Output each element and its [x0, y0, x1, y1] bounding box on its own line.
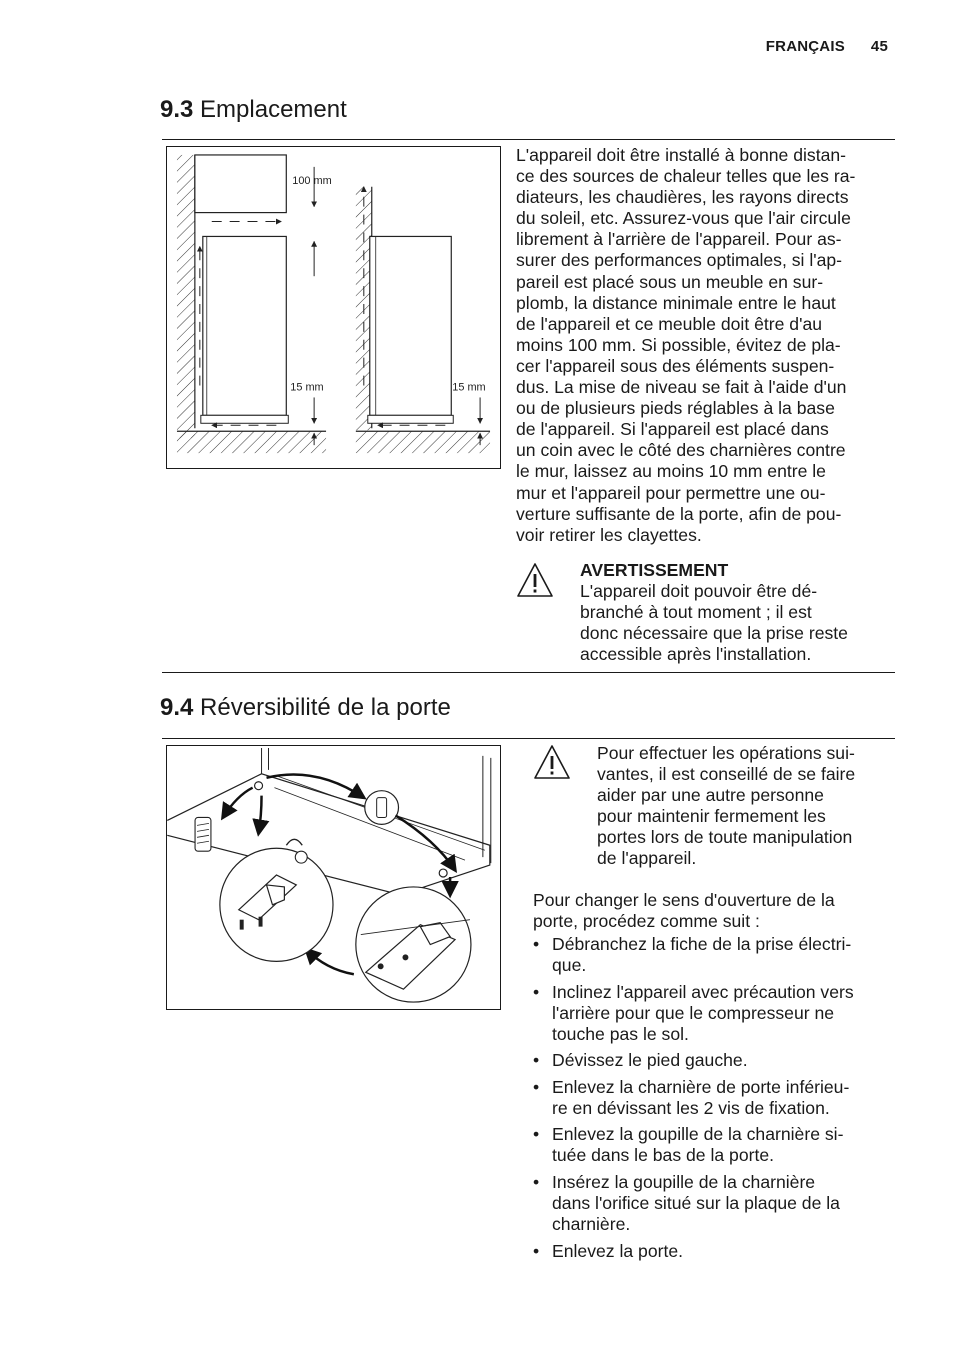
section-rule: [162, 738, 895, 739]
warning-triangle-icon: [516, 562, 554, 598]
paragraph-line: cer l'appareil sous des éléments suspen-: [516, 355, 835, 376]
step-line: que.: [552, 955, 587, 976]
step-line: re en dévissant les 2 vis de fixation.: [552, 1097, 830, 1118]
paragraph-line: ce des sources de chaleur telles que les ra-: [516, 166, 856, 187]
left-floor-hatch: [177, 431, 326, 453]
step-line: • Enlevez la goupille de la charnière si-: [552, 1124, 844, 1145]
caution-line: pour maintenir fermement les: [597, 806, 826, 827]
step-line: • Débranchez la fiche de la prise électri-: [552, 934, 852, 954]
caution-line: Pour effectuer les opérations sui-: [597, 743, 855, 763]
paragraph-line: le mur, laissez au moins 10 mm entre le: [516, 461, 826, 482]
paragraph-line: surer des performances optimales, si l'ap-: [516, 250, 843, 271]
hinge-detail-left: [220, 839, 333, 961]
warning-block: [580, 560, 890, 665]
paragraph-line: plomb, la distance minimale entre le haut: [516, 292, 836, 313]
paragraph-line: moins 100 mm. Si possible, évitez de pla-: [516, 334, 841, 355]
left-wall-hatch: [177, 155, 195, 438]
overhead-cabinet: [195, 155, 286, 213]
step-line: • Insérez la goupille de la charnière: [552, 1171, 816, 1192]
section-heading: Réversibilité de la porte: [200, 694, 451, 721]
paragraph-line: du soleil, etc. Assurez-vous que l'air circule: [516, 208, 851, 229]
section-rule: [162, 672, 895, 673]
step-line: l'arrière pour que le compresseur ne: [552, 1002, 835, 1023]
hinge-detail-right: [356, 887, 471, 1002]
page-number: 45: [870, 38, 888, 55]
intro-line: Pour changer le sens d'ouverture de la: [533, 890, 835, 910]
left-appliance: [203, 236, 286, 415]
caution-line: portes lors de toute manipulation: [597, 827, 853, 848]
paragraph-line: pareil est placé sous un meuble en sur-: [516, 271, 824, 292]
caution-line: de l'appareil.: [597, 848, 697, 869]
caution-block: [597, 743, 893, 870]
left-side-gap-label: 15 mm: [290, 381, 324, 394]
step-line: charnière.: [552, 1214, 631, 1235]
warning-title: AVERTISSEMENT: [580, 560, 729, 580]
paragraph-line: voir retirer les clayettes.: [516, 524, 702, 545]
right-side-gap-label: 15 mm: [452, 381, 486, 394]
warning-line: donc nécessaire que la prise reste: [580, 623, 848, 644]
step-item: [533, 1172, 893, 1235]
paragraph-line: verture suffisante de la porte, afin de pou-: [516, 503, 842, 524]
intro-line: porte, procédez comme suit :: [533, 911, 760, 932]
placement-diagram-svg: [167, 147, 500, 468]
foot-screw-icon: [365, 791, 399, 825]
warning-triangle-icon: [533, 744, 571, 780]
caution-line: vantes, il est conseillé de se faire: [597, 764, 856, 785]
top-gap-label: 100 mm: [292, 174, 332, 187]
placement-paragraph: [516, 145, 894, 546]
door-reversal-diagram: [166, 745, 501, 1010]
step-line: touche pas le sol.: [552, 1023, 689, 1044]
procedure-intro: [533, 890, 893, 932]
step-item: [533, 982, 893, 1045]
step-line: • Dévissez le pied gauche.: [552, 1050, 748, 1071]
placement-diagram: [166, 146, 501, 469]
step-line: • Inclinez l'appareil avec précaution vers: [552, 981, 854, 1002]
right-appliance: [370, 236, 451, 415]
paragraph-line: dus. La mise de niveau se fait à l'aide d'un: [516, 377, 847, 398]
step-line: • Enlevez la charnière de porte inférieu-: [552, 1076, 850, 1097]
language-label: FRANÇAIS: [765, 38, 845, 55]
warning-line: accessible après l'installation.: [580, 644, 812, 665]
paragraph-line: L'appareil doit être installé à bonne distan-: [516, 145, 847, 165]
door-reversal-diagram-svg: [167, 746, 500, 1009]
procedure-steps: [533, 934, 893, 1267]
paragraph-line: de l'appareil. Si l'appareil est placé dans: [516, 419, 829, 440]
step-line: dans l'orifice situé sur la plaque de la: [552, 1192, 840, 1213]
paragraph-line: ou de plusieurs pieds réglables à la base: [516, 398, 835, 419]
warning-line: L'appareil doit pouvoir être dé-: [580, 581, 818, 602]
step-item: [533, 1124, 893, 1166]
step-item: [533, 1050, 893, 1071]
warning-line: branché à tout moment ; il est: [580, 602, 812, 623]
caution-line: aider par une autre personne: [597, 785, 824, 806]
section-rule: [162, 139, 895, 140]
section-title-emplacement: [160, 96, 347, 124]
paragraph-line: mur et l'appareil pour permettre une ou-: [516, 482, 826, 503]
paragraph-line: librement à l'arrière de l'appareil. Pour as-: [516, 229, 842, 250]
screw-icon: [195, 817, 211, 851]
step-item: [533, 934, 893, 976]
section-number: 9.3: [160, 96, 194, 123]
section-title-reversibilite: [160, 694, 451, 722]
page-header: [766, 38, 888, 55]
right-floor-hatch: [356, 431, 490, 453]
step-line: tuée dans le bas de la porte.: [552, 1145, 775, 1166]
step-item: [533, 1077, 893, 1119]
step-item: [533, 1241, 893, 1262]
paragraph-line: diateurs, les chaudières, les rayons directs: [516, 187, 849, 208]
paragraph-line: de l'appareil et ce meuble doit être d'au: [516, 313, 823, 334]
section-number: 9.4: [160, 694, 194, 721]
section-heading: Emplacement: [200, 96, 347, 123]
step-line: • Enlevez la porte.: [552, 1240, 684, 1261]
paragraph-line: un coin avec le côté des charnières contre: [516, 440, 846, 461]
